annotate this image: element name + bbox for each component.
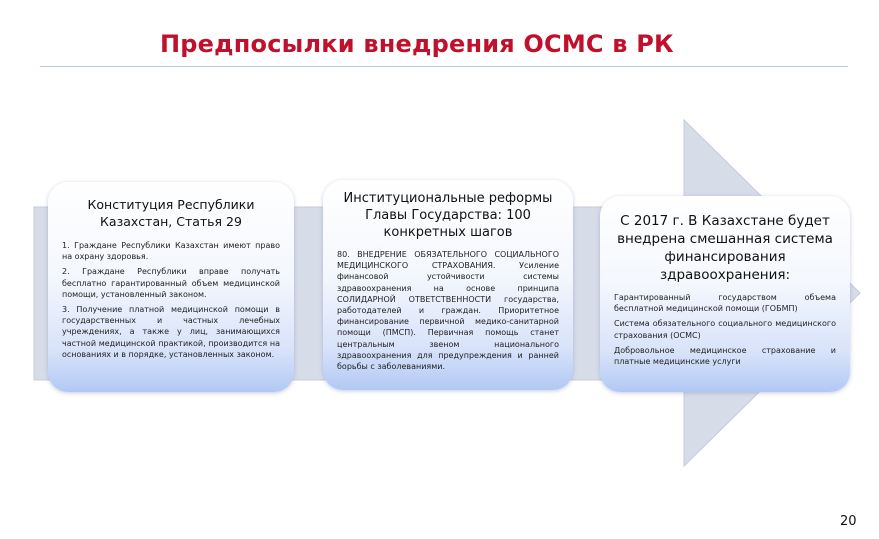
reforms-step-80: 80. ВНЕДРЕНИЕ ОБЯЗАТЕЛЬНОГО СОЦИАЛЬНОГО МЕДИЦИНСКОГО СТРАХОВАНИЯ. Усиление финансовой устойчивости системы здравоохранения на основе принципа СОЛИДАРНОЙ ОТВЕТСТВЕННОСТИ государства, работодателей и граждан. Приоритетное финансирование первичной медико-санитарной помощи (ПМСП). Первичная помощь станет центральным звеном национального здравоохранения для предупреждения и ранней борьбы с заболеваниями. [337,250,559,372]
financing-card-heading: С 2017 г. В Казахстане будет внедрена смешанная система финансирования здравоохранения: [617,213,833,283]
reforms-card-body [337,249,559,372]
constitution-card-heading: Конституция Республики Казахстан, Статья 29 [87,197,255,229]
constitution-card-body [62,240,280,360]
constitution-paragraph-2: 2. Граждане Республики вправе получать бесплатно гарантированный объем медицинской помощи, установленный законом. [62,267,280,299]
constitution-paragraph-1: 1. Граждане Республики Казахстан имеют право на охрану здоровья. [62,241,280,262]
constitution-card [48,182,294,392]
title-divider [40,66,848,67]
reforms-card-heading: Институциональные реформы Главы Государства: 100 конкретных шагов [343,191,553,240]
financing-item-osms: Система обязательного социального медицинского страхования (ОСМС) [614,319,836,340]
page-title: Предпосылки внедрения ОСМС в РК [160,30,674,58]
financing-card-body [614,292,836,367]
financing-item-gobmp: Гарантированный государством объема бесплатной медицинской помощи (ГОБМП) [614,293,836,314]
financing-card [600,196,850,392]
constitution-paragraph-3: 3. Получение платной медицинской помощи в государственных и частных лечебных учреждениях, а также у лиц, занимающихся частной медицинской практикой, производится на основаниях и в порядке, установленных законом. [62,305,280,359]
financing-item-voluntary: Добровольное медицинское страхование и платные медицинские услуги [614,345,836,367]
reforms-card [323,180,573,390]
page-number: 20 [840,514,857,529]
